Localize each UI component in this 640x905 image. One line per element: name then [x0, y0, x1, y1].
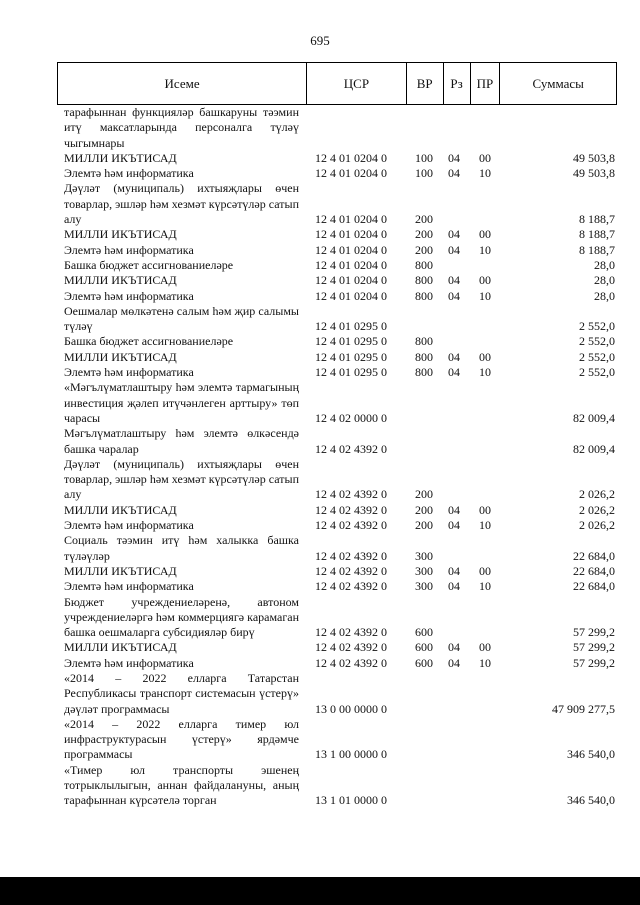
table-row [57, 640, 617, 655]
row-sum: 57 299,2 [573, 625, 615, 640]
table-row [57, 717, 617, 763]
scan-edge-bar [0, 877, 640, 905]
table-row [57, 656, 617, 671]
row-rz: 04 [448, 288, 460, 303]
table-row [57, 595, 617, 641]
row-csr: 12 4 02 4392 0 [315, 518, 387, 533]
row-sum: 49 503,8 [573, 150, 615, 165]
row-vr: 800 [415, 365, 433, 380]
row-rz: 04 [448, 563, 460, 578]
table-row [57, 350, 617, 365]
table-row [57, 380, 617, 426]
row-rz [444, 717, 471, 763]
row-csr: 12 4 01 0295 0 [315, 365, 387, 380]
row-sum: 28,0 [594, 257, 615, 272]
row-sum: 22 684,0 [573, 548, 615, 563]
table-row [57, 365, 617, 380]
row-pr: 10 [479, 166, 491, 181]
row-name: Элемтә һәм информатика [64, 365, 194, 380]
row-pr [471, 105, 501, 151]
row-rz [444, 426, 471, 457]
row-sum: 2 026,2 [579, 502, 615, 517]
row-name: Элемтә һәм информатика [64, 166, 194, 181]
row-sum: 2 552,0 [579, 365, 615, 380]
row-pr: 00 [479, 349, 491, 364]
row-pr: 10 [479, 242, 491, 257]
table-row [57, 334, 617, 349]
header-rz: Рз [444, 63, 471, 104]
row-csr: 13 1 01 0000 0 [315, 793, 387, 808]
row-name: Социаль тәэмин итү һәм халыкка башка түләүләр [64, 533, 299, 563]
row-pr [471, 457, 501, 503]
row-vr: 300 [415, 548, 433, 563]
row-pr [471, 334, 501, 349]
row-vr [407, 671, 444, 717]
row-sum: 8 188,7 [579, 212, 615, 227]
row-csr: 12 4 01 0204 0 [315, 150, 387, 165]
row-sum: 28,0 [594, 288, 615, 303]
row-pr [471, 671, 501, 717]
table-row [57, 579, 617, 594]
row-rz [444, 105, 471, 151]
table-row [57, 671, 617, 717]
row-sum: 2 552,0 [579, 334, 615, 349]
row-rz [444, 763, 471, 809]
row-pr: 00 [479, 227, 491, 242]
row-rz: 04 [448, 349, 460, 364]
row-pr [471, 304, 501, 335]
row-vr [407, 763, 444, 809]
row-name: тарафыннан функцияләр башкаруны тәэмин итү максатларында персоналга түләү чыгымнары [64, 105, 299, 150]
row-rz [444, 533, 471, 564]
row-name: МИЛЛИ ИКЪТИСАД [64, 273, 177, 288]
row-pr: 00 [479, 273, 491, 288]
row-csr: 12 4 01 0204 0 [315, 242, 387, 257]
row-sum: 22 684,0 [573, 579, 615, 594]
table-row [57, 273, 617, 288]
row-rz: 04 [448, 365, 460, 380]
row-rz [444, 595, 471, 641]
row-csr: 12 4 02 4392 0 [315, 487, 387, 502]
row-vr: 100 [415, 150, 433, 165]
table-row [57, 426, 617, 457]
row-name: МИЛЛИ ИКЪТИСАД [64, 563, 177, 578]
row-pr: 00 [479, 150, 491, 165]
row-vr: 800 [415, 257, 433, 272]
row-sum: 2 552,0 [579, 349, 615, 364]
row-pr [471, 763, 501, 809]
row-sum: 2 552,0 [579, 319, 615, 334]
row-vr: 300 [415, 563, 433, 578]
row-name: «2014 – 2022 елларга Татарстан Республикасы транспорт системасын үстерү» дәүләт программасы [64, 670, 299, 716]
table-body [57, 105, 617, 809]
row-csr: 12 4 01 0204 0 [315, 288, 387, 303]
row-pr [471, 181, 501, 227]
row-csr: 12 4 01 0204 0 [315, 227, 387, 242]
row-rz [444, 258, 471, 273]
table-row [57, 533, 617, 564]
row-pr [471, 380, 501, 426]
row-csr: 12 4 02 4392 0 [315, 655, 387, 670]
row-pr: 10 [479, 518, 491, 533]
row-csr: 12 4 01 0295 0 [315, 349, 387, 364]
row-csr: 12 4 01 0204 0 [315, 166, 387, 181]
row-vr [407, 380, 444, 426]
row-name: Оешмалар мөлкәтенә салым һәм җир салымы түләү [64, 303, 299, 334]
table-row [57, 518, 617, 533]
row-csr: 12 4 02 4392 0 [315, 625, 387, 640]
row-csr: 12 4 01 0204 0 [315, 273, 387, 288]
row-sum: 57 299,2 [573, 640, 615, 655]
row-name: МИЛЛИ ИКЪТИСАД [64, 150, 177, 165]
row-rz [444, 334, 471, 349]
table-row [57, 166, 617, 181]
row-vr: 100 [415, 166, 433, 181]
row-name: Мәгълүматлаштыру һәм элемтә өлкәсендә башка чаралар [64, 426, 299, 456]
table-row [57, 227, 617, 242]
row-csr: 12 4 02 0000 0 [315, 410, 387, 425]
row-rz [444, 380, 471, 426]
row-pr: 00 [479, 502, 491, 517]
row-name: Бюджет учреждениеләренә, автоном учреждениеләргә һәм коммерциягә карамаган башка оешмаларга субсидияләр бирү [64, 594, 299, 640]
row-csr: 12 4 01 0295 0 [315, 319, 387, 334]
row-rz [444, 671, 471, 717]
table-row [57, 105, 617, 151]
row-csr: 12 4 01 0204 0 [315, 257, 387, 272]
row-rz: 04 [448, 273, 460, 288]
row-sum: 49 503,8 [573, 166, 615, 181]
header-csr: ЦСР [307, 63, 407, 104]
row-csr [307, 105, 407, 151]
row-csr: 12 4 02 4392 0 [315, 548, 387, 563]
table-row [57, 289, 617, 304]
row-rz: 04 [448, 579, 460, 594]
row-name: Дәүләт (муниципаль) ихтыяҗлары өчен товарлар, эшләр һәм хезмәт күрсәтүләр сатып алу [64, 456, 299, 502]
row-vr [407, 717, 444, 763]
row-rz: 04 [448, 166, 460, 181]
row-pr: 10 [479, 579, 491, 594]
row-vr: 800 [415, 273, 433, 288]
header-pr: ПР [471, 63, 501, 104]
header-sum: Суммасы [532, 75, 584, 91]
row-name: Элемтә һәм информатика [64, 518, 194, 533]
row-vr: 200 [415, 242, 433, 257]
row-sum: 2 026,2 [579, 487, 615, 502]
row-vr: 200 [415, 502, 433, 517]
header-vr: ВР [407, 63, 444, 104]
row-name: МИЛЛИ ИКЪТИСАД [64, 349, 177, 364]
row-name: Элемтә һәм информатика [64, 242, 194, 257]
row-sum: 346 540,0 [567, 793, 615, 808]
row-sum [501, 105, 617, 151]
row-sum: 2 026,2 [579, 518, 615, 533]
row-pr: 10 [479, 288, 491, 303]
row-name: Элемтә һәм информатика [64, 655, 194, 670]
table-row [57, 151, 617, 166]
row-sum: 82 009,4 [573, 410, 615, 425]
row-vr: 600 [415, 625, 433, 640]
row-sum: 346 540,0 [567, 747, 615, 762]
row-name: Башка бюджет ассигнованиеләре [64, 334, 234, 349]
row-pr [471, 717, 501, 763]
row-csr: 12 4 02 4392 0 [315, 441, 387, 456]
row-name: «Мәгълүматлаштыру һәм элемтә тармагының инвестиция җәлеп итүчәнлеген арттыру» төп чарасы [64, 380, 299, 425]
row-pr [471, 258, 501, 273]
row-sum: 47 909 277,5 [552, 701, 615, 716]
table-row [57, 503, 617, 518]
table-row [57, 457, 617, 503]
row-sum: 8 188,7 [579, 227, 615, 242]
row-name: «2014 – 2022 елларга тимер юл инфраструктурасын үстерү» ярдәмче программасы [64, 716, 299, 762]
row-vr [407, 105, 444, 151]
row-rz [444, 181, 471, 227]
row-vr: 800 [415, 334, 433, 349]
row-name: МИЛЛИ ИКЪТИСАД [64, 640, 177, 655]
row-vr [407, 304, 444, 335]
row-csr: 13 0 00 0000 0 [315, 701, 387, 716]
row-vr: 600 [415, 655, 433, 670]
row-name: МИЛЛИ ИКЪТИСАД [64, 227, 177, 242]
row-vr [407, 426, 444, 457]
row-vr: 800 [415, 349, 433, 364]
table-row [57, 243, 617, 258]
row-vr: 600 [415, 640, 433, 655]
row-name: «Тимер юл транспорты эшенең тотрыклылыгын, аннан файдалануны, аның тарафыннан күрсәтелә торган [64, 762, 299, 808]
row-pr: 10 [479, 365, 491, 380]
row-rz: 04 [448, 242, 460, 257]
row-rz [444, 304, 471, 335]
row-sum: 57 299,2 [573, 655, 615, 670]
row-csr: 12 4 02 4392 0 [315, 640, 387, 655]
row-vr: 200 [415, 518, 433, 533]
header-name: Исеме [58, 63, 307, 104]
row-rz: 04 [448, 640, 460, 655]
table-row [57, 181, 617, 227]
row-pr: 00 [479, 640, 491, 655]
row-name: МИЛЛИ ИКЪТИСАД [64, 502, 177, 517]
table-header [57, 62, 617, 105]
row-csr: 12 4 02 4392 0 [315, 563, 387, 578]
page-number: 695 [310, 33, 330, 48]
row-vr: 200 [415, 487, 433, 502]
row-name: Элемтә һәм информатика [64, 288, 194, 303]
row-pr [471, 533, 501, 564]
row-name: Башка бюджет ассигнованиеләре [64, 257, 234, 272]
table-row [57, 763, 617, 809]
row-sum: 82 009,4 [573, 441, 615, 456]
row-rz: 04 [448, 227, 460, 242]
row-sum: 28,0 [594, 273, 615, 288]
row-name: Дәүләт (муниципаль) ихтыяҗлары өчен товарлар, эшләр һәм хезмәт күрсәтүләр сатып алу [64, 181, 299, 227]
table-row [57, 258, 617, 273]
row-sum: 22 684,0 [573, 563, 615, 578]
row-name: Элемтә һәм информатика [64, 579, 194, 594]
row-csr: 12 4 02 4392 0 [315, 502, 387, 517]
row-rz [444, 457, 471, 503]
row-vr: 300 [415, 579, 433, 594]
row-rz: 04 [448, 150, 460, 165]
row-sum: 8 188,7 [579, 242, 615, 257]
row-csr: 12 4 01 0204 0 [315, 212, 387, 227]
row-pr: 00 [479, 563, 491, 578]
table-row [57, 564, 617, 579]
row-pr: 10 [479, 655, 491, 670]
row-csr: 13 1 00 0000 0 [315, 747, 387, 762]
row-pr [471, 426, 501, 457]
table-row [57, 304, 617, 335]
row-csr: 12 4 01 0295 0 [315, 334, 387, 349]
row-vr: 800 [415, 288, 433, 303]
row-rz: 04 [448, 655, 460, 670]
row-csr: 12 4 02 4392 0 [315, 579, 387, 594]
row-pr [471, 595, 501, 641]
row-rz: 04 [448, 518, 460, 533]
row-rz: 04 [448, 502, 460, 517]
row-vr: 200 [415, 227, 433, 242]
row-vr: 200 [415, 212, 433, 227]
